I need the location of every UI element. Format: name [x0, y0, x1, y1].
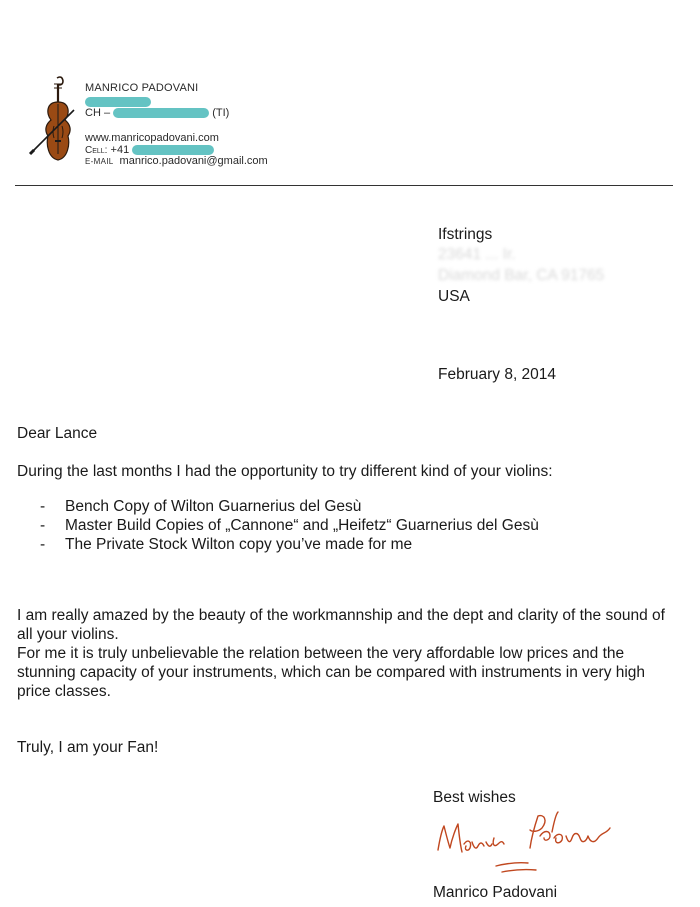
list-item-text: The Private Stock Wilton copy you’ve made for me: [65, 536, 413, 553]
list-item: - Bench Copy of Wilton Guarnerius del Gesù: [40, 498, 362, 515]
letterhead-cell-label: Cell:: [85, 145, 108, 156]
letterhead-divider: [15, 185, 673, 186]
body-paragraph-1: I am really amazed by the beauty of the workmannship and the dept and clarity of the sound of all your violins.: [17, 607, 665, 643]
letterhead-country-prefix: CH –: [85, 107, 111, 119]
violin-logo-icon: [24, 74, 80, 166]
salutation: Dear Lance: [17, 425, 98, 442]
signer-name: Manrico Padovani: [433, 884, 558, 901]
sign-off: Best wishes: [433, 789, 516, 806]
list-item: - The Private Stock Wilton copy you’ve made for me: [40, 536, 413, 553]
letter-date: February 8, 2014: [438, 366, 557, 383]
letterhead-name: MANRICO PADOVANI: [85, 82, 199, 94]
intro-text: During the last months I had the opportunity to try different kind of your violins:: [17, 463, 553, 480]
letterhead-email-line: [85, 155, 268, 167]
redacted-phone: [132, 145, 214, 155]
letterhead-website[interactable]: www.manricopadovani.com: [85, 132, 219, 144]
recipient-address-line-2: Diamond Bar, CA 91765: [438, 267, 605, 284]
recipient-address-line-1: 23641 ... Ir.: [438, 246, 516, 263]
list-item-text: Master Build Copies of „Cannone“ and „Heifetz“ Guarnerius del Gesù: [65, 517, 539, 534]
letterhead-cell-prefix: +41: [110, 144, 130, 156]
closing-line: Truly, I am your Fan!: [17, 739, 159, 756]
redacted-street: [85, 97, 151, 107]
handwritten-signature: [432, 808, 652, 880]
body-paragraph-2: For me it is truly unbelievable the relation between the very affordable low prices and the stunning capacity of your instruments, which can be compared with instruments in very high price classes.: [17, 645, 646, 700]
letterhead-email-label: E-MAIL: [85, 157, 114, 166]
recipient-company: Ifstrings: [438, 226, 493, 243]
list-item-text: Bench Copy of Wilton Guarnerius del Gesù: [65, 498, 362, 515]
recipient-country: USA: [438, 288, 470, 305]
letterhead-canton: (TI): [212, 107, 230, 119]
list-item: - Master Build Copies of „Cannone“ and „Heifetz“ Guarnerius del Gesù: [40, 517, 539, 534]
redacted-city: [113, 108, 209, 118]
letterhead-email[interactable]: manrico.padovani@gmail.com: [119, 155, 268, 167]
letterhead-city-line: [85, 107, 229, 119]
